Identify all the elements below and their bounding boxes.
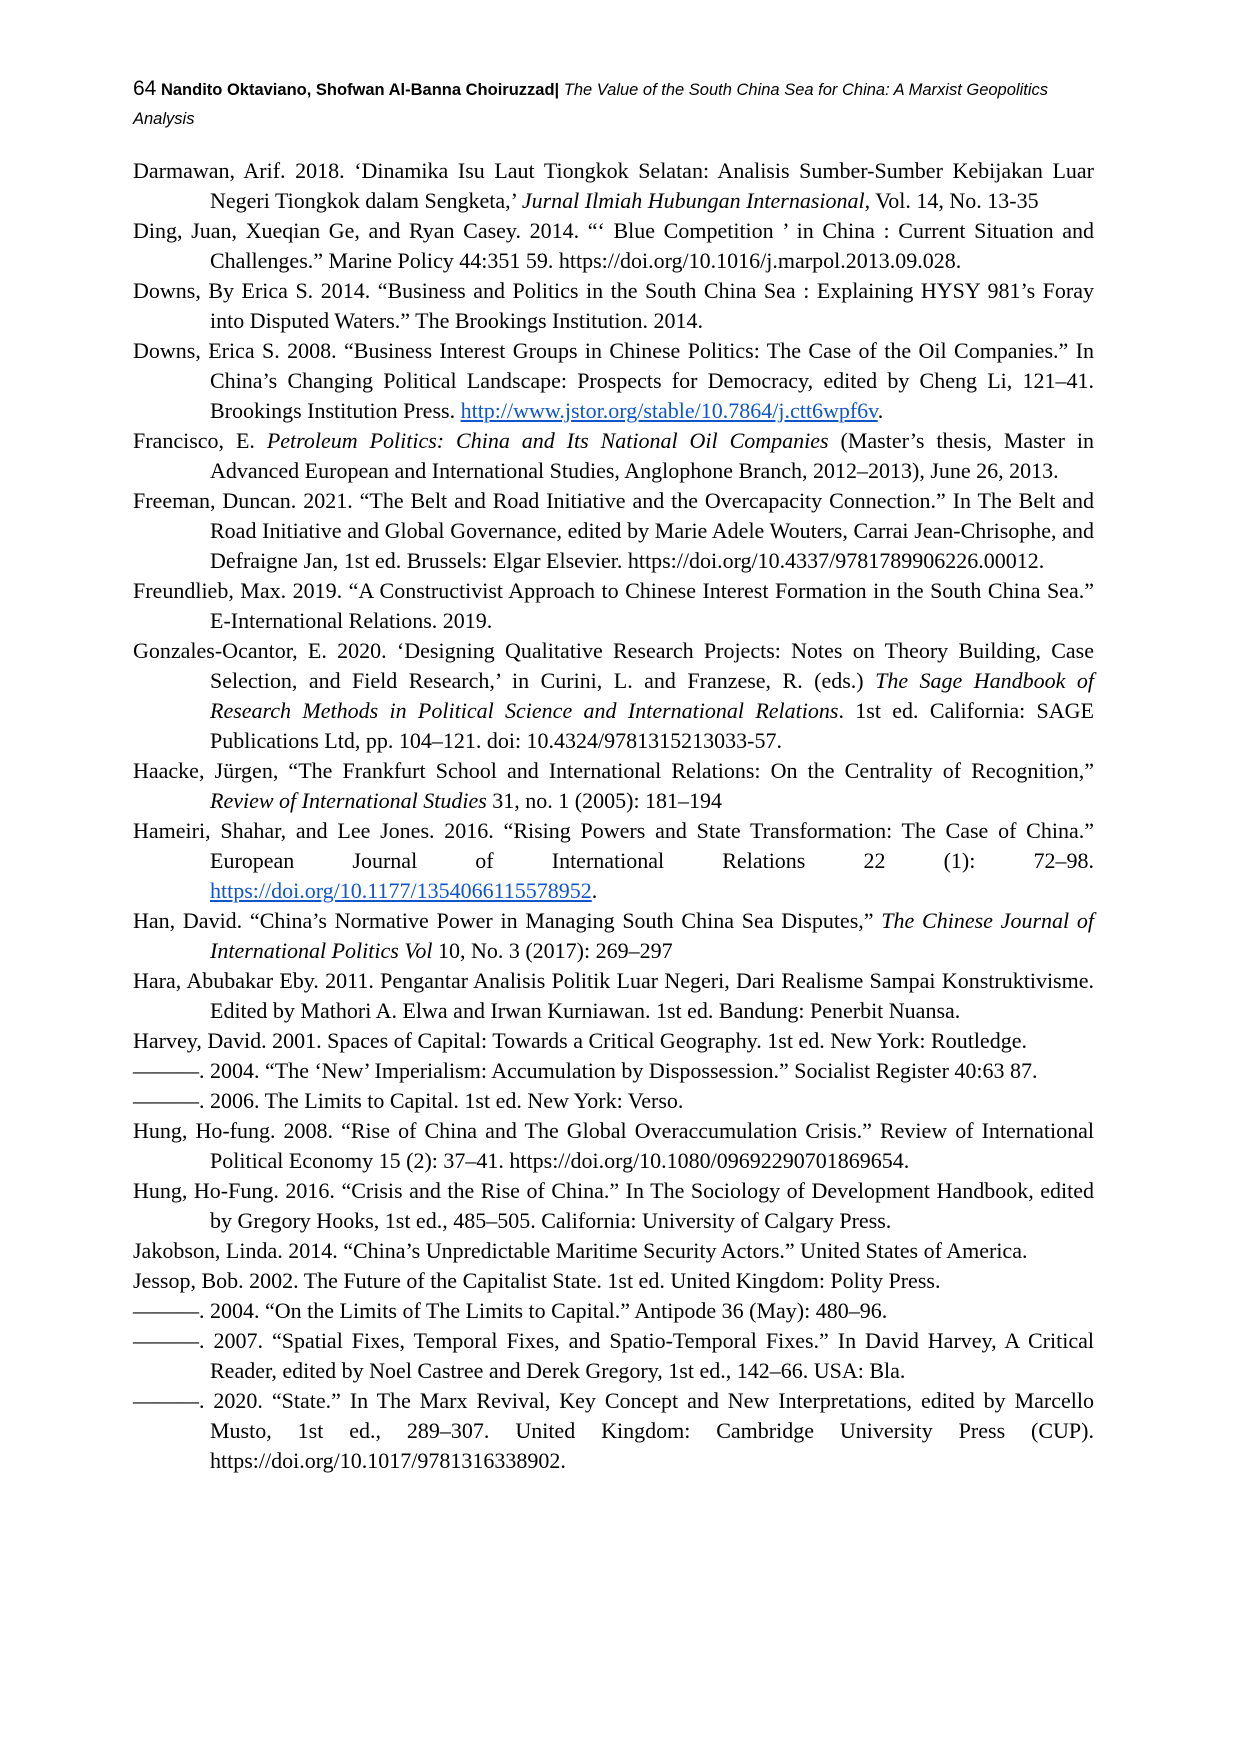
reference-text: , Vol. 14, No. 13-35: [864, 188, 1039, 213]
reference-entry: [133, 906, 1094, 966]
reference-text: Freundlieb, Max. 2019. “A Constructivist Approach to Chinese Interest Formation in the South China Sea.” E-International Relations. 2019.: [133, 578, 1094, 633]
reference-text: ———. 2007. “Spatial Fixes, Temporal Fixes, and Spatio-Temporal Fixes.” In David Harvey, A Critical Reader, edited by Noel Castree and Derek Gregory, 1st ed., 142–66. USA: Bla.: [133, 1328, 1094, 1383]
reference-entry: [133, 156, 1094, 216]
reference-text: 10, No. 3 (2017): 269–297: [432, 938, 673, 963]
reference-text: ———. 2006. The Limits to Capital. 1st ed. New York: Verso.: [133, 1088, 684, 1113]
reference-text: Hameiri, Shahar, and Lee Jones. 2016. “Rising Powers and State Transformation: The Case of China.” European Journal of International Relations 22 (1): 72–98.: [133, 818, 1094, 873]
reference-text: Darmawan, Arif. 2018. ‘Dinamika Isu Laut Tiongkok Selatan: Analisis Sumber-Sumber Kebijakan Luar Negeri Tiongkok dalam Sengketa,’: [133, 158, 1094, 213]
reference-text: ———. 2020. “State.” In The Marx Revival, Key Concept and New Interpretations, edited by Marcello Musto, 1st ed., 289–307. United Kingdom: Cambridge University Press (CUP). https://doi.org/10.1017/9781316338902.: [133, 1388, 1094, 1473]
reference-text: Jessop, Bob. 2002. The Future of the Capitalist State. 1st ed. United Kingdom: Polity Press.: [133, 1268, 941, 1293]
reference-title-italic: The Chinese Journal of International Politics Vol: [210, 908, 1094, 963]
reference-text: Freeman, Duncan. 2021. “The Belt and Road Initiative and the Overcapacity Connection.” In The Belt and Road Initiative and Global Governance, edited by Marie Adele Wouters, Carrai Jean-Chrisophe, and Defraigne Jan, 1st ed. Brussels: Elgar Elsevier. https://doi.org/10.4337/9781789906226.00012.: [133, 488, 1094, 573]
reference-title-italic: Jurnal Ilmiah Hubungan Internasional: [521, 188, 865, 213]
reference-text: Downs, Erica S. 2008. “Business Interest Groups in Chinese Politics: The Case of the Oil Companies.” In China’s Changing Political Landscape: Prospects for Democracy, edited by Cheng Li, 121–41. Brookings Institution Press.: [133, 338, 1094, 423]
reference-entry: [133, 816, 1094, 906]
reference-text: Gonzales-Ocantor, E. 2020. ‘Designing Qualitative Research Projects: Notes on Theory Building, Case Selection, and Field Research,’ in Curini, L. and Franzese, R. (eds.): [133, 638, 1094, 693]
header-title: The Value of the South China Sea for China: A Marxist Geopolitics Analysis: [133, 81, 1048, 128]
reference-text: Harvey, David. 2001. Spaces of Capital: Towards a Critical Geography. 1st ed. New York: Routledge.: [133, 1028, 1027, 1053]
reference-entry: [133, 336, 1094, 426]
reference-text: Francisco, E.: [133, 428, 267, 453]
reference-hyperlink[interactable]: http://www.jstor.org/stable/10.7864/j.ctt6wpf6v: [460, 398, 878, 423]
header-authors: Nandito Oktaviano, Shofwan Al-Banna Choiruzzad|: [160, 81, 560, 99]
reference-text: Ding, Juan, Xueqian Ge, and Ryan Casey. 2014. “‘ Blue Competition ’ in China : Current Situation and Challenges.” Marine Policy 44:351 59. https://doi.org/10.1016/j.marpol.2013.09.028.: [133, 218, 1094, 273]
reference-title-italic: Review of International Studies: [210, 788, 487, 813]
reference-entry: [133, 1386, 1094, 1476]
reference-hyperlink[interactable]: https://doi.org/10.1177/1354066115578952: [210, 878, 592, 903]
reference-text: Han, David. “China’s Normative Power in Managing South China Sea Disputes,”: [133, 908, 882, 933]
reference-text: Hung, Ho-fung. 2008. “Rise of China and The Global Overaccumulation Crisis.” Review of International Political Economy 15 (2): 37–41. https://doi.org/10.1080/09692290701869654.: [133, 1118, 1094, 1173]
reference-entry: [133, 1026, 1094, 1056]
reference-entry: [133, 756, 1094, 816]
reference-entry: [133, 1116, 1094, 1176]
reference-entry: [133, 486, 1094, 576]
reference-text: Hara, Abubakar Eby. 2011. Pengantar Analisis Politik Luar Negeri, Dari Realisme Sampai Konstruktivisme. Edited by Mathori A. Elwa and Irwan Kurniawan. 1st ed. Bandung: Penerbit Nuansa.: [133, 968, 1094, 1023]
reference-text: ———. 2004. “The ‘New’ Imperialism: Accumulation by Dispossession.” Socialist Register 40:63 87.: [133, 1058, 1038, 1083]
page-number: 64: [133, 77, 157, 100]
reference-entry: [133, 636, 1094, 756]
reference-entry: [133, 216, 1094, 276]
reference-entry: [133, 1086, 1094, 1116]
reference-entry: [133, 1296, 1094, 1326]
reference-text: (Master’s thesis, Master in Advanced European and International Studies, Anglophone Branch, 2012–2013), June 26, 2013.: [210, 428, 1094, 483]
page-header: [133, 74, 1094, 134]
reference-title-italic: Petroleum Politics: China and Its National Oil Companies: [266, 428, 829, 453]
reference-title-italic: The Sage Handbook of Research Methods in Political Science and International Relations: [210, 668, 1094, 723]
reference-text: 31, no. 1 (2005): 181–194: [486, 788, 723, 813]
reference-text: Downs, By Erica S. 2014. “Business and Politics in the South China Sea : Explaining HYSY 981’s Foray into Disputed Waters.” The Brookings Institution. 2014.: [133, 278, 1094, 333]
reference-list: [133, 156, 1094, 1476]
reference-text: Jakobson, Linda. 2014. “China’s Unpredictable Maritime Security Actors.” United States of America.: [133, 1238, 1028, 1263]
reference-entry: [133, 1056, 1094, 1086]
reference-entry: [133, 276, 1094, 336]
reference-entry: [133, 1236, 1094, 1266]
reference-entry: [133, 576, 1094, 636]
reference-entry: [133, 1326, 1094, 1386]
reference-text: Hung, Ho-Fung. 2016. “Crisis and the Rise of China.” In The Sociology of Development Handbook, edited by Gregory Hooks, 1st ed., 485–505. California: University of Calgary Press.: [133, 1178, 1094, 1233]
reference-text: .: [877, 398, 884, 423]
reference-entry: [133, 1176, 1094, 1236]
reference-text: . 1st ed. California: SAGE Publications Ltd, pp. 104–121. doi: 10.4324/9781315213033-57.: [210, 698, 1094, 753]
reference-entry: [133, 966, 1094, 1026]
reference-text: Haacke, Jürgen, “The Frankfurt School and International Relations: On the Centrality of Recognition,”: [133, 758, 1094, 783]
reference-entry: [133, 426, 1094, 486]
reference-text: .: [591, 878, 598, 903]
reference-text: ———. 2004. “On the Limits of The Limits to Capital.” Antipode 36 (May): 480–96.: [133, 1298, 888, 1323]
reference-entry: [133, 1266, 1094, 1296]
